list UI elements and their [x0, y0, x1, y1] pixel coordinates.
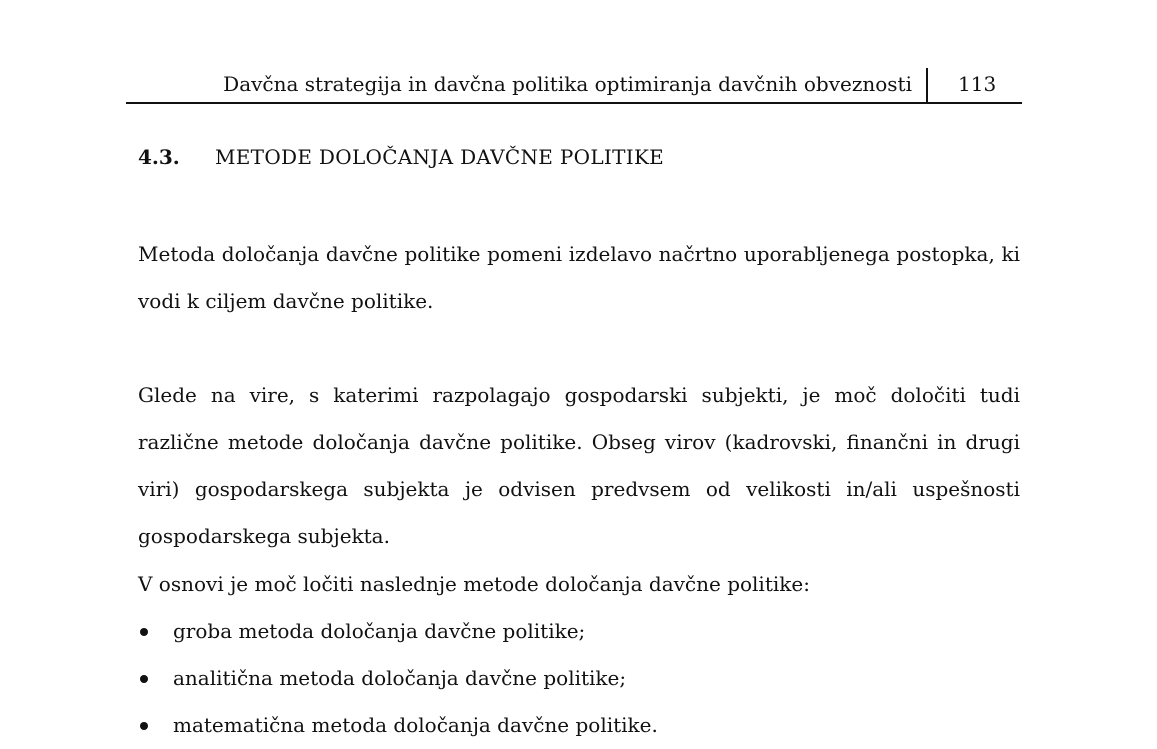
list-item-text: groba metoda določanja davčne politike;: [173, 619, 586, 643]
running-title: Davčna strategija in davčna politika optimiranja davčnih obveznosti: [223, 72, 912, 96]
section-title: METODE DOLOČANJA DAVČNE POLITIKE: [215, 145, 665, 169]
running-header: [126, 68, 1022, 104]
page-number: 113: [958, 72, 997, 96]
header-divider: [926, 68, 928, 102]
paragraph-method-definition: Metoda določanja davčne politike pomeni izdelavo načrtno uporabljenega postopka, ki vodi k ciljem davčne politike.: [138, 242, 1020, 313]
bullet-icon: [140, 628, 148, 636]
bullet-icon: [140, 675, 148, 683]
bullet-icon: [140, 722, 148, 730]
list-item: [138, 655, 658, 702]
list-item: [138, 608, 658, 655]
paragraph-resources: Glede na vire, s katerimi razpolagajo gospodarski subjekti, je moč določiti tudi različne metode določanja davčne politike. Obseg virov (kadrovski, finančni in drugi viri) gospodarskega subjekta je odvisen predvsem od velikosti in/ali uspešnosti gospodarskega subjekta.: [138, 383, 1020, 548]
paragraph-list-intro: V osnovi je moč ločiti naslednje metode določanja davčne politike:: [138, 572, 810, 596]
list-item-text: analitična metoda določanja davčne politike;: [173, 666, 627, 690]
list-item: [138, 702, 658, 749]
list-item-text: matematična metoda določanja davčne politike.: [173, 713, 658, 737]
section-number: 4.3.: [138, 145, 180, 169]
methods-list: [138, 608, 658, 749]
